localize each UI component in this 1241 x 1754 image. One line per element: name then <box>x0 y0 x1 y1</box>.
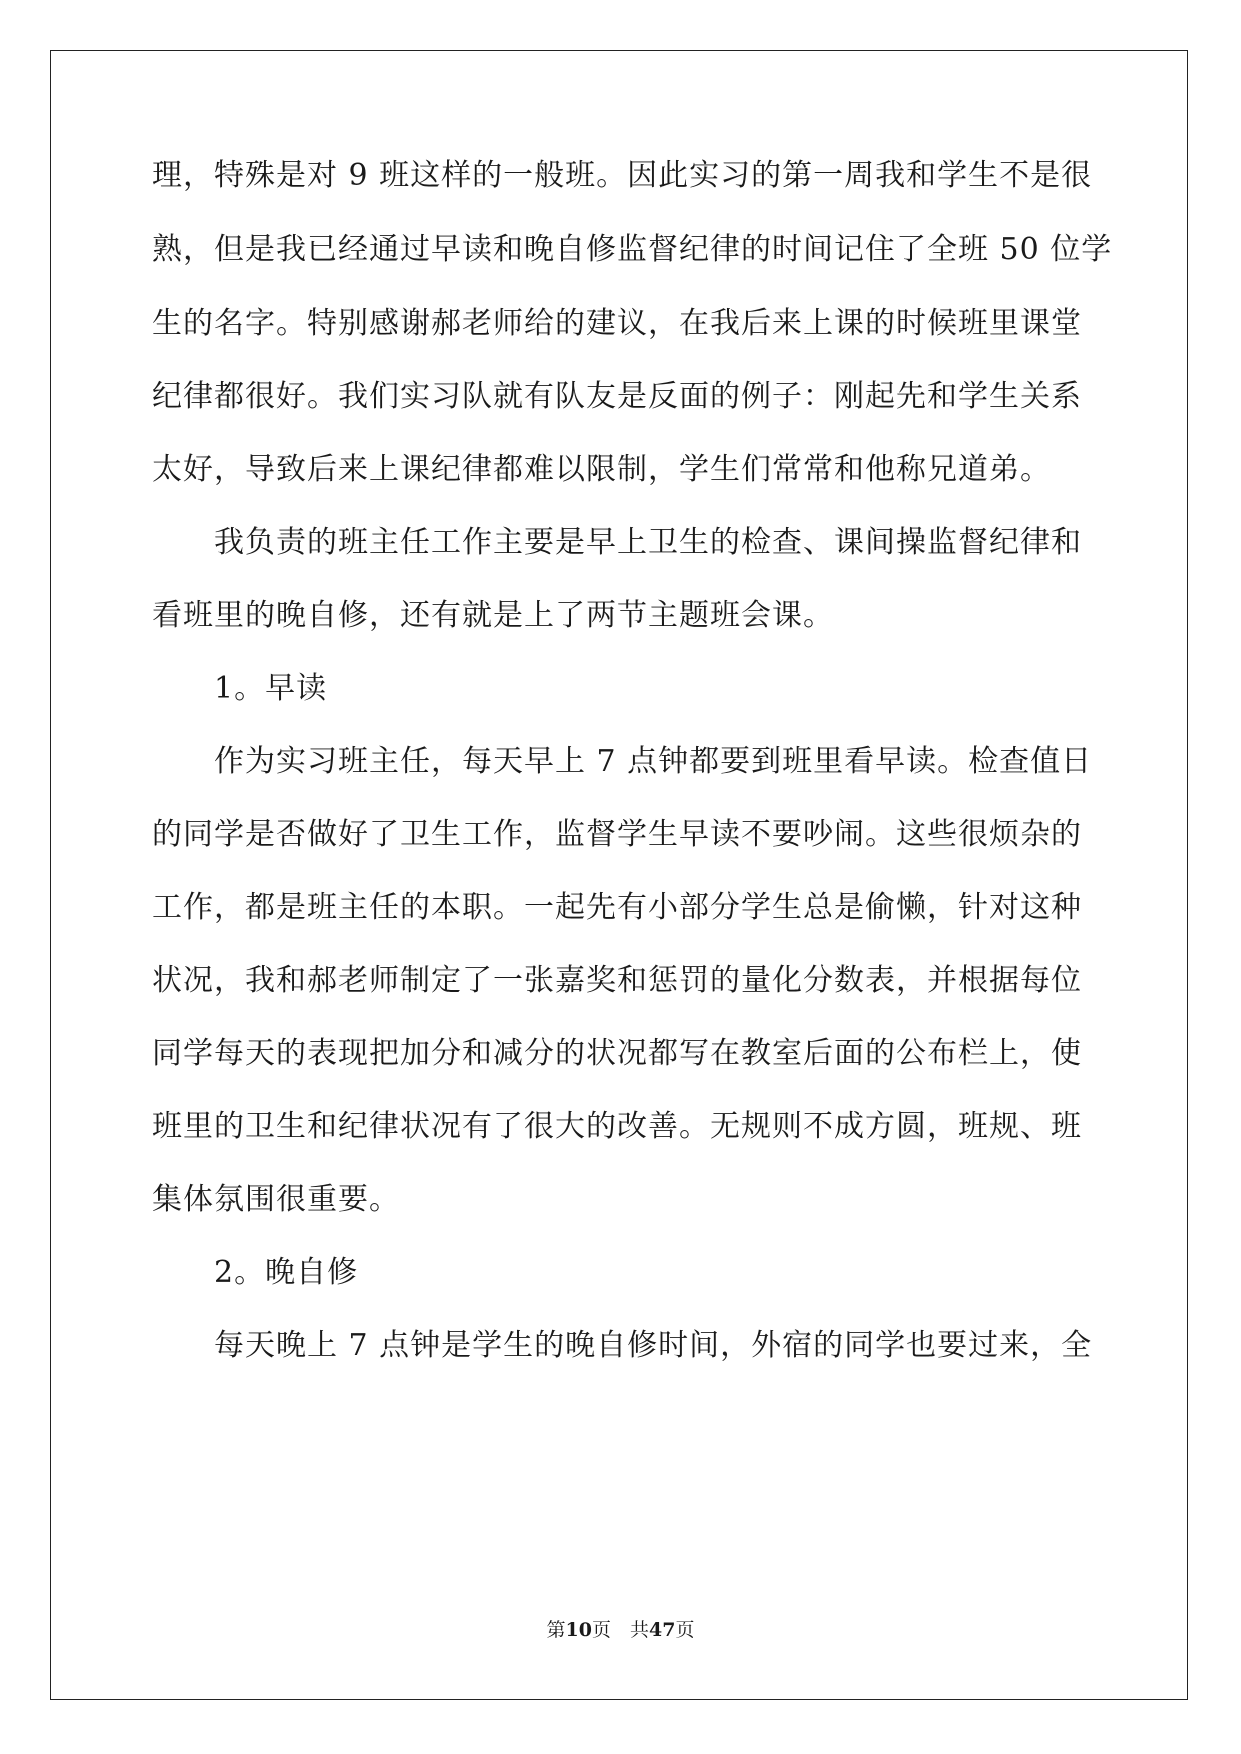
text-line: 每天晚上 7 点钟是学生的晚自修时间，外宿的同学也要过来，全 <box>214 1328 1093 1363</box>
text-line: 工作，都是班主任的本职。一起先有小部分学生总是偷懒，针对这种 <box>152 890 1082 925</box>
text-line: 看班里的晚自修，还有就是上了两节主题班会课。 <box>152 598 834 633</box>
text-line: 纪律都很好。我们实习队就有队友是反面的例子：刚起先和学生关系 <box>152 379 1082 414</box>
text-line: 生的名字。特别感谢郝老师给的建议，在我后来上课的时候班里课堂 <box>152 306 1082 341</box>
footer-suffix: 页 <box>675 1619 695 1641</box>
page-border <box>50 50 1188 1700</box>
current-page-number: 10 <box>565 1619 592 1641</box>
text-line: 状况，我和郝老师制定了一张嘉奖和惩罚的量化分数表，并根据每位 <box>152 963 1082 998</box>
page-footer <box>0 1618 1241 1642</box>
text-line: 集体氛围很重要。 <box>152 1182 400 1217</box>
text-line: 我负责的班主任工作主要是早上卫生的检查、课间操监督纪律和 <box>214 525 1082 560</box>
section-heading: 2。晚自修 <box>214 1255 359 1290</box>
text-line: 班里的卫生和纪律状况有了很大的改善。无规则不成方圆，班规、班 <box>152 1109 1082 1144</box>
footer-prefix: 第 <box>546 1619 566 1641</box>
section-heading: 1。早读 <box>214 671 328 706</box>
text-line: 熟，但是我已经通过早读和晚自修监督纪律的时间记住了全班 50 位学 <box>152 232 1113 267</box>
text-line: 的同学是否做好了卫生工作，监督学生早读不要吵闹。这些很烦杂的 <box>152 817 1082 852</box>
footer-mid: 页 共 <box>591 1619 649 1641</box>
text-line: 同学每天的表现把加分和减分的状况都写在教室后面的公布栏上，使 <box>152 1036 1082 1071</box>
text-line: 理，特殊是对 9 班这样的一般班。因此实习的第一周我和学生不是很 <box>152 158 1093 193</box>
total-page-number: 47 <box>649 1619 676 1641</box>
text-line: 作为实习班主任，每天早上 7 点钟都要到班里看早读。检查值日 <box>214 744 1093 779</box>
text-line: 太好，导致后来上课纪律都难以限制，学生们常常和他称兄道弟。 <box>152 452 1051 487</box>
